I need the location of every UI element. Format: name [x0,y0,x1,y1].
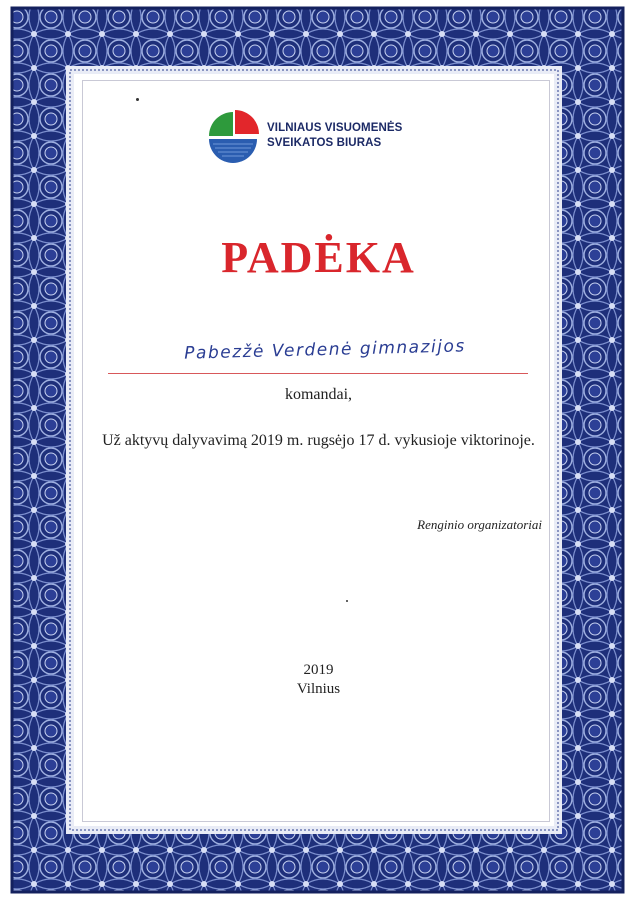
footer-year: 2019 [303,662,334,678]
footer-city: Vilnius [296,681,341,697]
organization-name [267,121,402,151]
addressee-suffix: komandai, [284,386,353,403]
logo-circle-icon [205,108,261,164]
organization-name-line1: VILNIAUS VISUOMENĖS [267,122,403,134]
certificate-body: Už aktyvų dalyvavimą 2019 m. rugsėjo 17 d. vykusioje viktorinoje. [102,432,535,449]
organization-name-line2: SVEIKATOS BIURAS [267,137,382,149]
inner-frame [82,80,550,822]
recipient-underline [108,373,528,374]
paper-speck [136,98,139,101]
recipient-handwritten: Pabezžė Verdenė gimnazijos [184,336,466,364]
paper-speck [346,600,348,602]
organizers-signature: Renginio organizatoriai [417,517,542,532]
organization-logo [205,108,402,164]
certificate-title: PADĖKA [221,233,416,282]
